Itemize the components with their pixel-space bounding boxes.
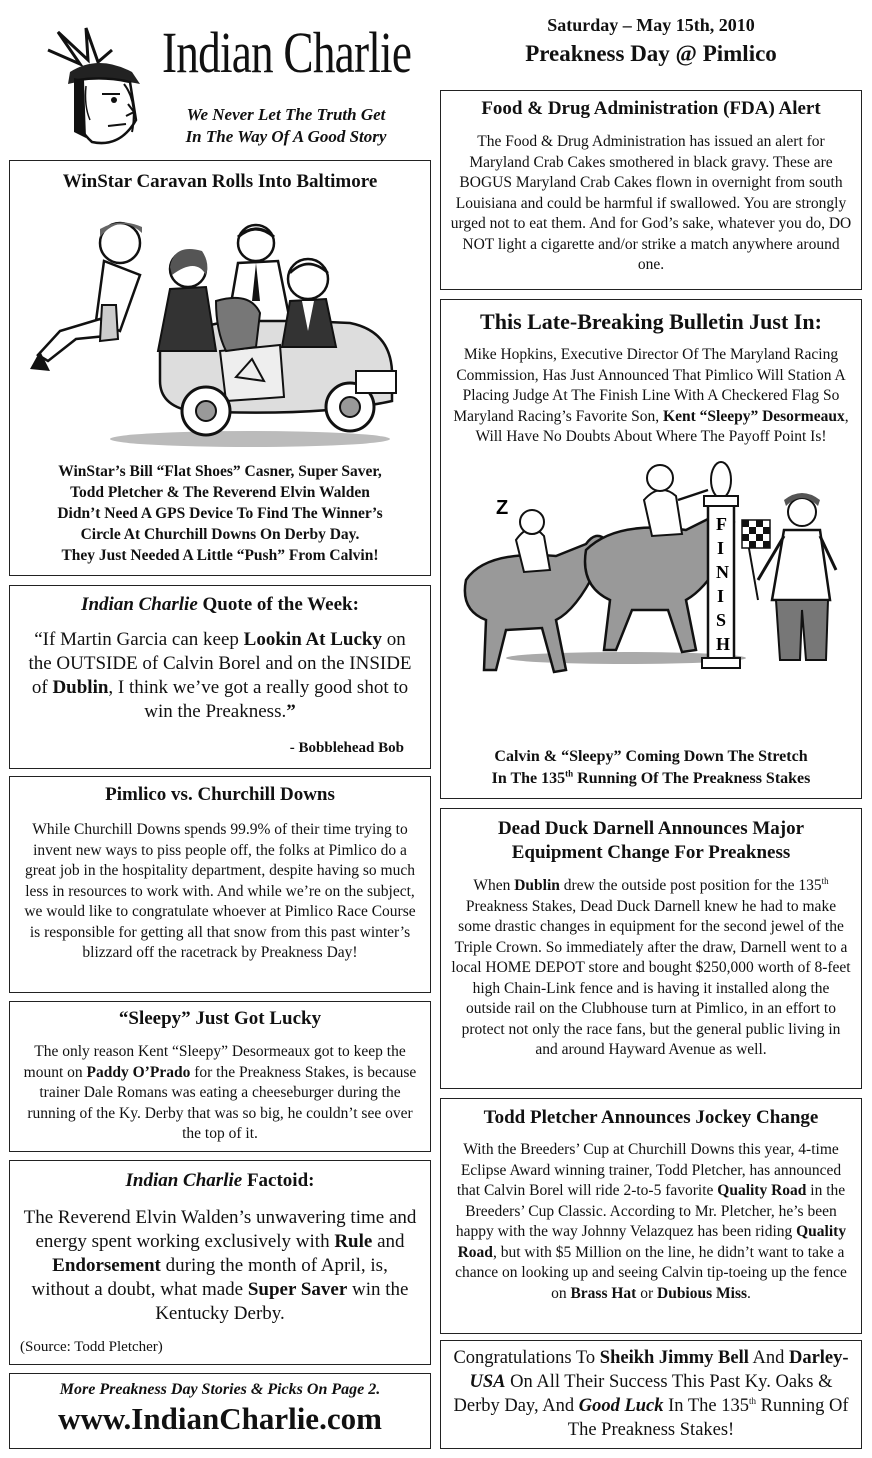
finish-sign-letter: F [716, 513, 727, 534]
factoid-part: and [372, 1231, 405, 1252]
congrats-text-part: In The 135 [663, 1396, 749, 1416]
pletcher-title: Todd Pletcher Announces Jockey Change [483, 1107, 819, 1128]
masthead-tagline [162, 104, 410, 148]
bulletin-body [441, 345, 861, 448]
darnell-body-text: When [473, 877, 515, 894]
winstar-car-cartoon-illustration [20, 201, 420, 451]
finish-sign-letter: I [717, 537, 725, 558]
quote-of-week [9, 585, 431, 769]
darnell-title-line: Equipment Change For Preakness [511, 842, 791, 863]
darnell-horse-name: Dublin [514, 877, 560, 894]
checkered-flag-icon [742, 520, 770, 548]
factoid-part-bold: Super Saver [247, 1279, 348, 1300]
factoid-part: The Reverend Elvin Walden’s unwavering time and energy spent working exclusively with [23, 1207, 417, 1252]
footer-promo [9, 1373, 431, 1449]
bulletin-caption-line [441, 768, 861, 790]
ordinal-suffix: th [821, 875, 829, 886]
bulletin-title: This Late-Breaking Bulletin Just In: [480, 309, 822, 334]
congrats-text-part: On All Their Success This Past Ky. Oaks & Derby Day, And [453, 1372, 833, 1416]
congrats-text [441, 1346, 861, 1442]
congrats-owner-name: Sheikh Jimmy Bell [599, 1348, 749, 1368]
winstar-caption [10, 461, 430, 566]
bulletin-jockey-name: Kent “Sleepy” Desormeaux [663, 407, 845, 425]
fda-body: The Food & Drug Administration has issued an alert for Maryland Crab Cakes smothered in black gravy. These are BOGUS Maryland Crab Cakes flown in overnight from south Louisiana and could be harmful if swallowed. You are strongly urged not to eat them. And for God’s sake, whatever you do, DO NOT light a cigarette and/or strike a match anywhere around one. [450, 133, 852, 273]
winstar-title: WinStar Caravan Rolls Into Baltimore [62, 171, 378, 192]
pletcher-horse-name: Quality Road [457, 1223, 847, 1261]
factoid-title-rest: Factoid: [242, 1170, 315, 1191]
issue-date: Saturday – May 15th, 2010 [547, 15, 755, 35]
ordinal-suffix: th [748, 1395, 756, 1406]
congrats-text-part: And [748, 1348, 789, 1368]
tagline-line-2: In The Way Of A Good Story [185, 127, 387, 146]
factoid-part-bold: Rule [334, 1231, 373, 1252]
darnell-body-text: drew the outside post position for the 135 [559, 877, 822, 894]
winstar-caption-line: Todd Pletcher & The Reverend Elvin Walden [70, 484, 370, 501]
quote-attribution: - Bobblehead Bob [289, 740, 404, 756]
issue-event: Preakness Day @ Pimlico [525, 41, 777, 66]
finish-sign-letter: N [716, 561, 729, 582]
pimlico-body: While Churchill Downs spends 99.9% of their time trying to invent new ways to piss people off, the folks at Pimlico do a great job in the hospitality department, despite having so much less in resources to work with. And while we’re on the subject, we would like to congratulate whoever at Pimlico Race Course is responsible for getting all that snow from this past winter’s blizzard off the racetrack by Preakness Day! [24, 821, 416, 961]
pletcher-article [440, 1098, 862, 1334]
quote-part: , I think we’ve got a really good shot to win the Preakness. [108, 677, 409, 722]
sleepy-title: “Sleepy” Just Got Lucky [118, 1008, 322, 1029]
fda-alert [440, 90, 862, 290]
quote-part: on the OUTSIDE of Calvin Borel and on the INSIDE of [28, 629, 412, 698]
bulletin-caption-line: Calvin & “Sleepy” Coming Down The Stretch [494, 748, 808, 765]
quote-title [10, 593, 430, 616]
pletcher-body [441, 1140, 861, 1304]
quote-title-rest: Quote of the Week: [197, 594, 359, 615]
factoid-part-bold: Endorsement [52, 1255, 161, 1276]
pimlico-article [9, 776, 431, 993]
winstar-caption-line: Didn’t Need A GPS Device To Find The Winner’s [57, 505, 383, 522]
factoid-title-italic: Indian Charlie [125, 1170, 243, 1191]
factoid-part: win the Kentucky Derby. [155, 1279, 409, 1324]
quote-part: “If Martin Garcia can keep [34, 629, 244, 650]
pletcher-horse-name: Brass Hat [570, 1284, 637, 1302]
quote-part-bold: Lookin At Lucky [243, 629, 382, 650]
darnell-body [441, 876, 861, 1061]
indian-chief-head-icon [28, 20, 158, 150]
congrats-text-part: Congratulations To [453, 1348, 600, 1368]
sleepy-horse-name: Paddy O’Prado [86, 1063, 191, 1081]
congrats-owner-name: Darley- [788, 1348, 849, 1368]
quote-part-bold: ” [286, 701, 296, 722]
fda-title: Food & Drug Administration (FDA) Alert [481, 98, 821, 119]
tagline-line-1: We Never Let The Truth Get [186, 105, 386, 124]
sleep-z-letter: Z [496, 496, 509, 519]
pletcher-body-text: or [636, 1284, 657, 1302]
pletcher-body-text: , but with $5 Million on the line, he didn’t want to take a chance on looking up and seeing Calvin tip-toeing up the fence on [455, 1243, 847, 1302]
bulletin [440, 299, 862, 799]
footer-website-link[interactable]: www.IndianCharlie.com [58, 1401, 382, 1436]
finish-sign-letter: H [716, 633, 731, 654]
darnell-title-line: Dead Duck Darnell Announces Major [497, 818, 805, 839]
darnell-article [440, 808, 862, 1089]
bulletin-caption-text: In The 135 [491, 770, 566, 787]
footer-more-stories: More Preakness Day Stories & Picks On Page 2. [59, 1381, 381, 1398]
pletcher-horse-name: Quality Road [717, 1182, 807, 1199]
sleepy-body-text: for the Preakness Stakes, is because trainer Dale Romans was eating a cheeseburger during the running of the Ky. Derby that was so big, he couldn’t see over the top of it. [27, 1063, 417, 1142]
masthead-title: Indian Charlie [162, 20, 412, 85]
factoid [9, 1160, 431, 1365]
quote-title-italic: Indian Charlie [81, 594, 198, 615]
pletcher-body-text: in the Breeders’ Cup Classic. According to Mr. Pletcher, he’s been happy with the way Johnny Velazquez has been riding [455, 1182, 846, 1240]
finish-sign-letter: I [717, 585, 725, 606]
sleepy-article [9, 1001, 431, 1152]
congrats-owner-name-italic: USA [469, 1372, 506, 1392]
pletcher-body-text: With the Breeders’ Cup at Churchill Downs this year, 4-time Eclipse Award winning trainer, Todd Pletcher, has announced that Calvin Borel will ride 2-to-5 favorite [456, 1141, 842, 1199]
bulletin-body-text: , Will Have No Doubts About Where The Payoff Point Is! [475, 407, 849, 445]
sleepy-body-text: The only reason Kent “Sleepy” Desormeaux got to keep the mount on [23, 1043, 406, 1081]
pletcher-horse-name: Dubious Miss [657, 1284, 748, 1302]
factoid-text [10, 1206, 430, 1326]
factoid-part: during the month of April, is, without a doubt, what made [31, 1255, 388, 1300]
congrats-text-part: Running Of The Preakness Stakes! [567, 1396, 849, 1440]
congrats-good-luck: Good Luck [578, 1396, 664, 1416]
masthead [0, 0, 440, 158]
winstar-caption-line: They Just Needed A Little “Push” From Calvin! [61, 547, 379, 564]
bulletin-caption [441, 746, 861, 790]
finish-sign-letter: S [716, 609, 727, 630]
darnell-title [441, 817, 861, 865]
finish-line-race-cartoon-illustration [446, 460, 856, 690]
sleepy-body [10, 1042, 430, 1145]
ordinal-suffix: th [565, 768, 574, 779]
winstar-article [9, 160, 431, 576]
factoid-source: (Source: Todd Pletcher) [20, 1339, 163, 1355]
quote-part-bold: Dublin [52, 677, 109, 698]
quote-text [10, 628, 430, 724]
pimlico-title: Pimlico vs. Churchill Downs [105, 784, 335, 805]
pletcher-body-text: . [747, 1284, 751, 1302]
factoid-title [10, 1169, 430, 1192]
congratulations [440, 1340, 862, 1449]
bulletin-body-text: Mike Hopkins, Executive Director Of The Maryland Racing Commission, Has Just Announced That Pimlico Will Station A Placing Judge At The Finish Line With A Checkered Flag So Maryland Racing’s Favorite Son, [453, 346, 846, 425]
winstar-caption-line: WinStar’s Bill “Flat Shoes” Casner, Super Saver, [58, 463, 382, 480]
darnell-body-text: Preakness Stakes, Dead Duck Darnell knew he had to make some drastic changes in equipment for the second jewel of the Triple Crown. So immediately after the draw, Darnell went to a local HOME DEPOT store and bought $250,000 worth of 8-feet high Chain-Link fence and is having it installed along the outside rail on the Clubhouse turn at Pimlico, in an effort to protect not only the race fans, but the general public living in and around Hayward Avenue as well. [451, 897, 851, 1058]
winstar-caption-line: Circle At Churchill Downs On Derby Day. [80, 526, 360, 543]
bulletin-caption-text: Running Of The Preakness Stakes [573, 770, 811, 787]
